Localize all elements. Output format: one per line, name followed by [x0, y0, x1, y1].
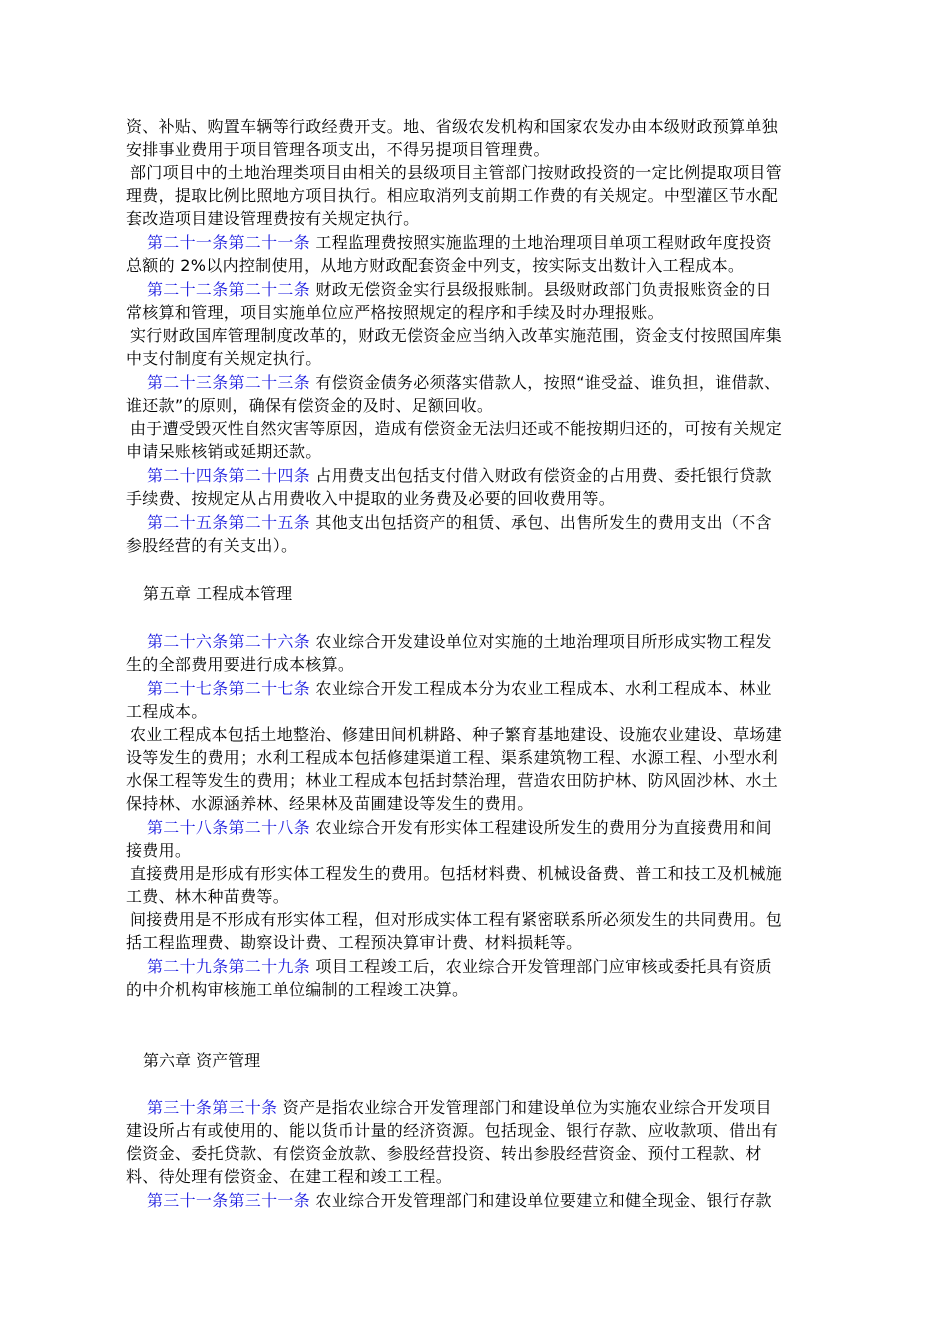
- text-line: 建设所占有或使用的、能以货币计量的经济资源。包括现金、银行存款、应收款项、借出有: [126, 1121, 779, 1140]
- article-line: 第二十四条第二十四条 占用费支出包括支付借入财政有偿资金的占用费、委托银行贷款: [147, 466, 772, 485]
- text-line: 设等发生的费用；水利工程成本包括修建渠道工程、渠系建筑物工程、水源工程、小型水利: [126, 748, 779, 767]
- article-line: 第二十六条第二十六条 农业综合开发建设单位对实施的土地治理项目所形成实物工程发: [147, 632, 772, 651]
- article-line: 第二十二条第二十二条 财政无偿资金实行县级报账制。县级财政部门负责报账资金的日: [147, 280, 772, 299]
- text-line: 理费，提取比例比照地方项目执行。相应取消列支前期工作费的有关规定。中型灌区节水配: [126, 186, 779, 205]
- text-line: 由于遭受毁灭性自然灾害等原因，造成有偿资金无法归还或不能按期归还的，可按有关规定: [130, 419, 783, 438]
- text-line: 谁还款”的原则，确保有偿资金的及时、足额回收。: [126, 396, 494, 415]
- text-line: 工费、林木种苗费等。: [126, 887, 290, 906]
- article-number: 第二十三条第二十三条: [147, 373, 311, 392]
- article-number: 第二十七条第二十七条: [147, 679, 311, 698]
- text-line: 的中介机构审核施工单位编制的工程竣工决算。: [126, 980, 469, 999]
- chapter-heading: 第五章 工程成本管理: [143, 584, 293, 603]
- article-line: 第三十条第三十条 资产是指农业综合开发管理部门和建设单位为实施农业综合开发项目: [147, 1098, 772, 1117]
- article-number: 第二十二条第二十二条: [147, 280, 311, 299]
- text-line: 套改造项目建设管理费按有关规定执行。: [126, 209, 420, 228]
- text-line: 间接费用是不形成有形实体工程，但对形成实体工程有紧密联系所必须发生的共同费用。包: [130, 910, 783, 929]
- text-line: 部门项目中的土地治理类项目由相关的县级项目主管部门按财政投资的一定比例提取项目管: [130, 163, 783, 182]
- chapter-heading: 第六章 资产管理: [143, 1051, 261, 1070]
- article-line: 第二十三条第二十三条 有偿资金债务必须落实借款人，按照“谁受益、谁负担，谁借款、: [147, 373, 781, 392]
- text-line: 农业工程成本包括土地整治、修建田间机耕路、种子繁育基地建设、设施农业建设、草场建: [130, 725, 783, 744]
- text-line: 实行财政国库管理制度改革的，财政无偿资金应当纳入改革实施范围，资金支付按照国库集: [130, 326, 783, 345]
- text-line: 接费用。: [126, 841, 192, 860]
- text-line: 手续费、按规定从占用费收入中提取的业务费及必要的回收费用等。: [126, 489, 616, 508]
- article-line: 第二十八条第二十八条 农业综合开发有形实体工程建设所发生的费用分为直接费用和间: [147, 818, 772, 837]
- text-line: 工程成本。: [126, 702, 208, 721]
- text-line: 生的全部费用要进行成本核算。: [126, 655, 355, 674]
- article-number: 第三十一条第三十一条: [147, 1191, 311, 1210]
- article-number: 第二十五条第二十五条: [147, 513, 311, 532]
- text-line: 安排事业费用于项目管理各项支出，不得另提项目管理费。: [126, 140, 550, 159]
- text-line: 括工程监理费、勘察设计费、工程预决算审计费、材料损耗等。: [126, 933, 583, 952]
- text-line: 直接费用是形成有形实体工程发生的费用。包括材料费、机械设备费、普工和技工及机械施: [130, 864, 783, 883]
- text-line: 常核算和管理，项目实施单位应严格按照规定的程序和手续及时办理报账。: [126, 303, 664, 322]
- article-number: 第二十六条第二十六条: [147, 632, 311, 651]
- article-line: 第二十五条第二十五条 其他支出包括资产的租赁、承包、出售所发生的费用支出（不含: [147, 513, 772, 532]
- text-line: 保持林、水源涵养林、经果林及苗圃建设等发生的费用。: [126, 794, 534, 813]
- text-line: 偿资金、委托贷款、有偿资金放款、参股经营投资、转出参股经营资金、预付工程款、材: [126, 1144, 762, 1163]
- text-line: 中支付制度有关规定执行。: [126, 349, 322, 368]
- text-line: 总额的 2%以内控制使用，从地方财政配套资金中列支，按实际支出数计入工程成本。: [126, 256, 745, 275]
- article-line: 第二十七条第二十七条 农业综合开发工程成本分为农业工程成本、水利工程成本、林业: [147, 679, 772, 698]
- article-number: 第三十条第三十条: [147, 1098, 278, 1117]
- text-line: 料、待处理有偿资金、在建工程和竣工工程。: [126, 1167, 453, 1186]
- text-line: 资、补贴、购置车辆等行政经费开支。地、省级农发机构和国家农发办由本级财政预算单独: [126, 117, 779, 136]
- article-number: 第二十九条第二十九条: [147, 957, 311, 976]
- article-line: 第二十九条第二十九条 项目工程竣工后，农业综合开发管理部门应审核或委托具有资质: [147, 957, 772, 976]
- text-line: 水保工程等发生的费用；林业工程成本包括封禁治理，营造农田防护林、防风固沙林、水土: [126, 771, 779, 790]
- article-line: 第三十一条第三十一条 农业综合开发管理部门和建设单位要建立和健全现金、银行存款: [147, 1191, 772, 1210]
- article-number: 第二十八条第二十八条: [147, 818, 311, 837]
- article-number: 第二十四条第二十四条: [147, 466, 311, 485]
- text-line: 参股经营的有关支出）。: [126, 536, 298, 555]
- text-line: 申请呆账核销或延期还款。: [126, 442, 322, 461]
- article-line: 第二十一条第二十一条 工程监理费按照实施监理的土地治理项目单项工程财政年度投资: [147, 233, 772, 252]
- article-number: 第二十一条第二十一条: [147, 233, 311, 252]
